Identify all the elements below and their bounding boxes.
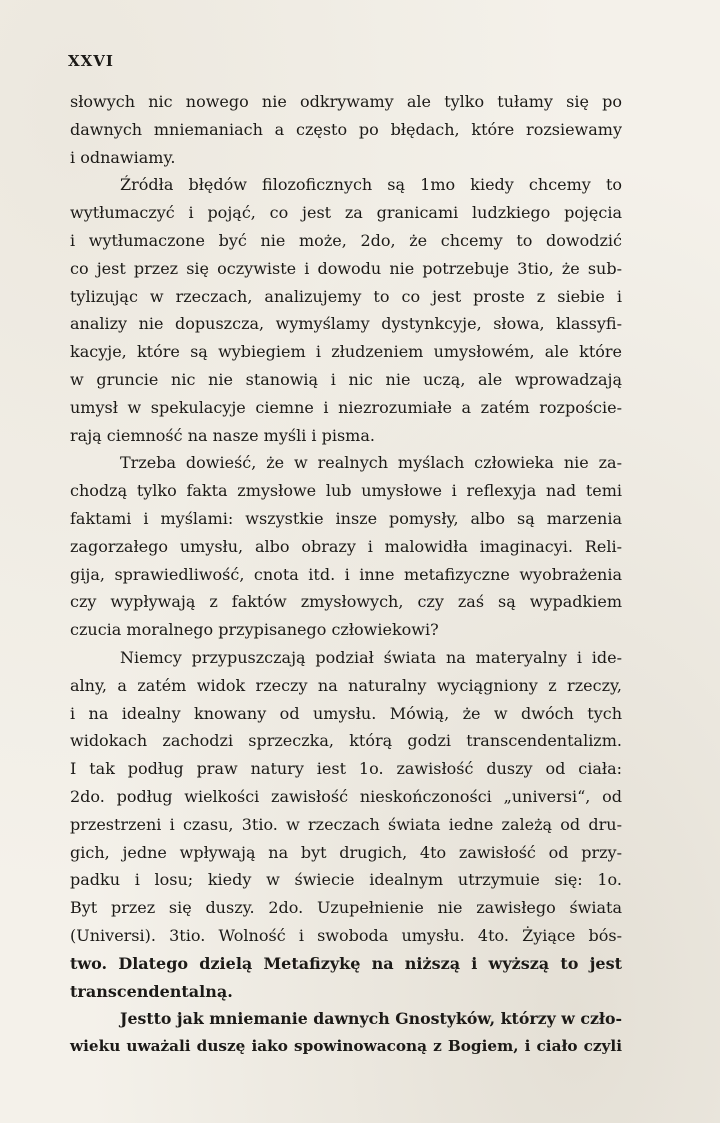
- text-line: widokach zachodzi sprzeczka, którą godzi transcendentalizm.: [70, 731, 622, 751]
- text-line: Trzeba dowieść, że w realnych myślach człowieka nie za-: [120, 453, 622, 473]
- text-line: tylizując w rzeczach, analizujemy to co jest proste z siebie i: [70, 286, 622, 306]
- text-line: alny, a zatém widok rzeczy na naturalny wyciągniony z rzeczy,: [70, 675, 622, 695]
- text-line: 2do. podług wielkości zawisłość nieskończoności „universi“, od: [70, 786, 622, 806]
- text-line: czy wypływają z faktów zmysłowych, czy zaś są wypadkiem: [70, 592, 622, 612]
- text-line: gich, jedne wpływają na byt drugich, 4to zawisłość od przy-: [70, 842, 622, 862]
- text-line: rają ciemność na nasze myśli i pisma.: [70, 425, 375, 445]
- text-line: analizy nie dopuszcza, wymyślamy dystynkcyje, słowa, klassyfi-: [70, 314, 622, 334]
- text-line: i wytłumaczone być nie może, 2do, że chcemy to dowodzić: [70, 230, 622, 250]
- text-line: umysł w spekulacyje ciemne i niezrozumiałe a zatém rozpoście-: [70, 397, 622, 417]
- text-line: zagorzałego umysłu, albo obrazy i malowidła imaginacyi. Reli-: [70, 536, 622, 556]
- body-text: [70, 88, 622, 1061]
- text-line: w gruncie nic nie stanowią i nic nie uczą, ale wprowadzają: [70, 369, 622, 389]
- text-line: chodzą tylko fakta zmysłowe lub umysłowe i reflexyja nad temi: [70, 481, 622, 501]
- text-line: Jestto jak mniemanie dawnych Gnostyków, którzy w czło-: [120, 1009, 622, 1029]
- text-line: two. Dlatego dzielą Metafizykę na niższą i wyższą to jest: [70, 953, 622, 973]
- text-line: dawnych mniemaniach a często po błędach, które rozsiewamy: [70, 119, 622, 139]
- text-line: I tak podług praw natury iest 1o. zawisłość duszy od ciała:: [70, 759, 622, 779]
- text-line: czucia moralnego przypisanego człowiekowi?: [70, 620, 439, 640]
- text-line: transcendentalną.: [70, 981, 233, 1001]
- text-line: (Universi). 3tio. Wolność i swoboda umysłu. 4to. Żyiące bós-: [70, 925, 622, 945]
- page-number: XXVI: [68, 52, 114, 70]
- text-line: Niemcy przypuszczają podział świata na materyalny i ide-: [120, 647, 622, 667]
- text-line: Źródła błędów filozoficznych są 1mo kiedy chcemy to: [120, 175, 622, 195]
- text-line: co jest przez się oczywiste i dowodu nie potrzebuje 3tio, że sub-: [70, 258, 622, 278]
- text-line: słowych nic nowego nie odkrywamy ale tylko tułamy się po: [70, 92, 622, 111]
- text-line: Byt przez się duszy. 2do. Uzupełnienie nie zawisłego świata: [70, 898, 622, 918]
- text-line: i na idealny knowany od umysłu. Mówią, że w dwóch tych: [70, 703, 622, 723]
- text-line: i odnawiamy.: [70, 147, 176, 167]
- text-line: przestrzeni i czasu, 3tio. w rzeczach świata iedne zależą od dru-: [70, 814, 622, 834]
- text-line: wytłumaczyć i pojąć, co jest za granicami ludzkiego pojęcia: [70, 203, 622, 223]
- text-line: padku i losu; kiedy w świecie idealnym utrzymuie się: 1o.: [70, 870, 622, 890]
- text-line: faktami i myślami: wszystkie insze pomysły, albo są marzenia: [70, 508, 622, 528]
- text-line: wieku uważali duszę iako spowinowaconą z Bogiem, i ciało czyli: [70, 1037, 622, 1056]
- text-line: kacyje, które są wybiegiem i złudzeniem umysłowém, ale które: [70, 342, 622, 362]
- text-line: gija, sprawiedliwość, cnota itd. i inne metafizyczne wyobrażenia: [70, 564, 622, 584]
